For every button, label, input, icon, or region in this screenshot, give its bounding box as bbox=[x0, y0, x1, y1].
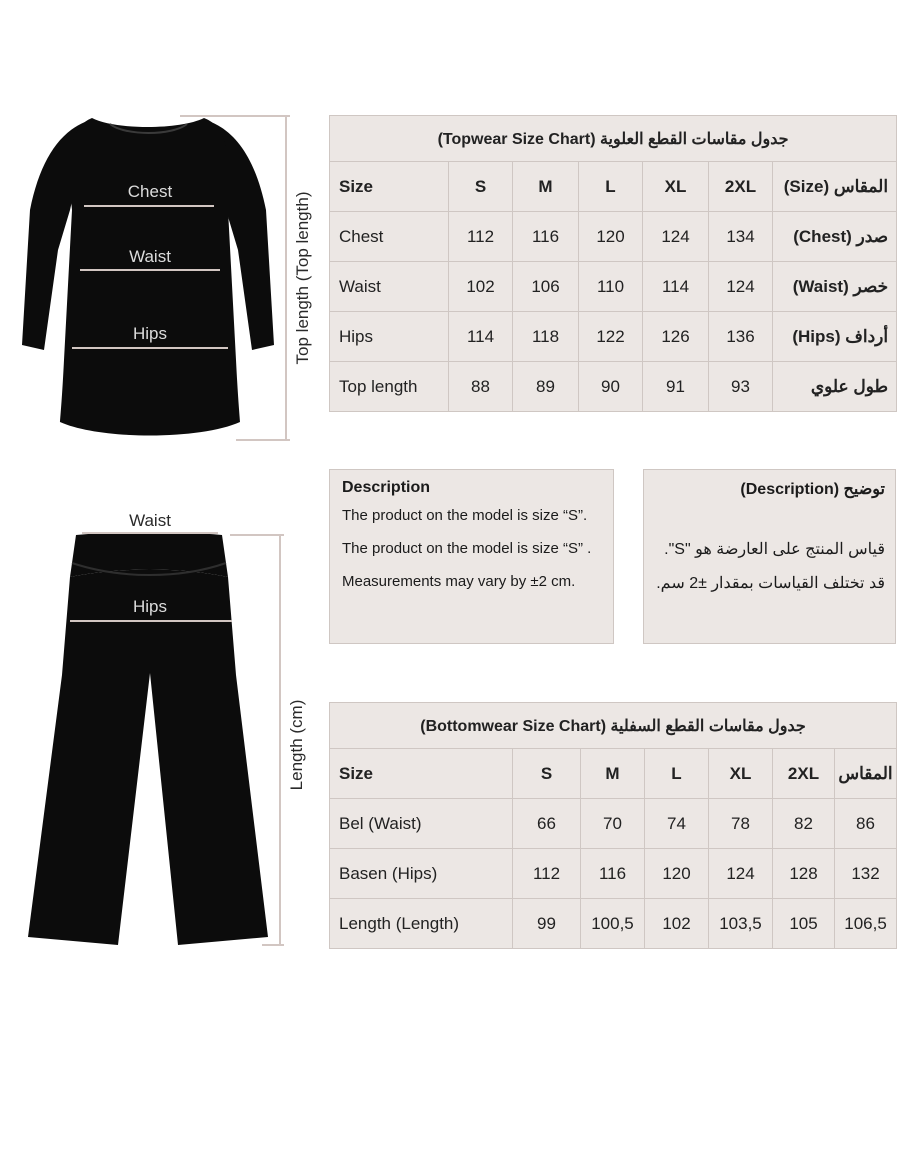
description-line: The product on the model is size “S” . bbox=[342, 540, 592, 557]
description-line: قياس المنتج على العارضة هو "S". bbox=[664, 541, 885, 558]
row-label: Hips bbox=[330, 312, 449, 362]
table-cell: 78 bbox=[709, 799, 773, 849]
table-row bbox=[330, 312, 897, 362]
table-cell: 136 bbox=[709, 312, 773, 362]
description-english bbox=[329, 469, 614, 644]
top-body bbox=[60, 118, 240, 436]
row-label-arabic: صدر (Chest) bbox=[773, 212, 897, 262]
table-cell: 110 bbox=[579, 262, 643, 312]
description-line: The product on the model is size “S”. bbox=[342, 507, 588, 524]
pants-body bbox=[28, 570, 268, 946]
table-cell: 116 bbox=[513, 212, 579, 262]
table-header-row bbox=[330, 749, 897, 799]
table-cell: 106,5 bbox=[835, 899, 897, 949]
table-cell: 88 bbox=[449, 362, 513, 412]
table-cell: 90 bbox=[579, 362, 643, 412]
table-header-row bbox=[330, 162, 897, 212]
header-size-arabic: المقاس (Size) bbox=[773, 162, 897, 212]
bottomwear-illustration bbox=[0, 505, 330, 955]
table-cell: 124 bbox=[709, 262, 773, 312]
table-cell: 116 bbox=[581, 849, 645, 899]
table-cell: 112 bbox=[513, 849, 581, 899]
row-label: Length (Length) bbox=[330, 899, 513, 949]
table-cell: 70 bbox=[581, 799, 645, 849]
waist-label: Waist bbox=[129, 247, 171, 266]
table-cell: 99 bbox=[513, 899, 581, 949]
table-cell: 114 bbox=[643, 262, 709, 312]
description-arabic bbox=[643, 469, 896, 644]
row-label: Waist bbox=[330, 262, 449, 312]
header-size: 2XL bbox=[709, 162, 773, 212]
hips-label: Hips bbox=[132, 324, 168, 343]
table-row bbox=[330, 262, 897, 312]
header-size: XL bbox=[643, 162, 709, 212]
table-cell: 134 bbox=[709, 212, 773, 262]
header-size-arabic: المقاس bbox=[835, 749, 897, 799]
length-label: Length (cm) bbox=[287, 699, 306, 791]
row-label: Top length bbox=[330, 362, 449, 412]
header-size: L bbox=[579, 162, 643, 212]
table-cell: 74 bbox=[645, 799, 709, 849]
row-label-arabic: طول علوي bbox=[773, 362, 897, 412]
bottomwear-chart-title: جدول مقاسات القطع السفلية (Bottomwear Size Chart) bbox=[330, 703, 897, 749]
row-label: Chest bbox=[330, 212, 449, 262]
header-size: L bbox=[645, 749, 709, 799]
table-cell: 105 bbox=[773, 899, 835, 949]
hips-label: Hips bbox=[132, 597, 168, 616]
table-cell: 86 bbox=[835, 799, 897, 849]
topwear-size-chart bbox=[329, 115, 897, 412]
topwear-chart-title: جدول مقاسات القطع العلوية (Topwear Size Chart) bbox=[330, 116, 897, 162]
header-size: S bbox=[513, 749, 581, 799]
top-length-label: Top length (Top length) bbox=[293, 191, 312, 365]
table-row bbox=[330, 849, 897, 899]
header-size-label: Size bbox=[330, 749, 513, 799]
table-cell: 102 bbox=[645, 899, 709, 949]
table-cell: 89 bbox=[513, 362, 579, 412]
header-size: M bbox=[581, 749, 645, 799]
table-cell: 120 bbox=[579, 212, 643, 262]
description-title: توضيح (Description) bbox=[740, 481, 885, 498]
description-title: Description bbox=[342, 479, 431, 496]
table-cell: 82 bbox=[773, 799, 835, 849]
header-size: S bbox=[449, 162, 513, 212]
table-cell: 106 bbox=[513, 262, 579, 312]
header-size: XL bbox=[709, 749, 773, 799]
waist-label: Waist bbox=[129, 511, 171, 530]
table-cell: 126 bbox=[643, 312, 709, 362]
description-line: Measurements may vary by ±2 cm. bbox=[342, 573, 576, 590]
chest-label: Chest bbox=[127, 182, 173, 201]
bottomwear-size-chart bbox=[329, 702, 897, 949]
table-cell: 103,5 bbox=[709, 899, 773, 949]
table-row bbox=[330, 799, 897, 849]
table-cell: 91 bbox=[643, 362, 709, 412]
table-cell: 122 bbox=[579, 312, 643, 362]
table-cell: 120 bbox=[645, 849, 709, 899]
table-cell: 124 bbox=[709, 849, 773, 899]
table-cell: 66 bbox=[513, 799, 581, 849]
row-label-arabic: خصر (Waist) bbox=[773, 262, 897, 312]
table-cell: 102 bbox=[449, 262, 513, 312]
table-row bbox=[330, 899, 897, 949]
table-cell: 114 bbox=[449, 312, 513, 362]
header-size: 2XL bbox=[773, 749, 835, 799]
topwear-illustration bbox=[0, 100, 330, 450]
table-cell: 100,5 bbox=[581, 899, 645, 949]
table-cell: 112 bbox=[449, 212, 513, 262]
row-label: Bel (Waist) bbox=[330, 799, 513, 849]
header-size: M bbox=[513, 162, 579, 212]
header-size-label: Size bbox=[330, 162, 449, 212]
table-cell: 118 bbox=[513, 312, 579, 362]
table-row bbox=[330, 362, 897, 412]
table-cell: 132 bbox=[835, 849, 897, 899]
table-cell: 128 bbox=[773, 849, 835, 899]
row-label-arabic: أرداف (Hips) bbox=[773, 312, 897, 362]
table-cell: 124 bbox=[643, 212, 709, 262]
table-cell: 93 bbox=[709, 362, 773, 412]
row-label: Basen (Hips) bbox=[330, 849, 513, 899]
table-row bbox=[330, 212, 897, 262]
description-line: قد تختلف القياسات بمقدار ±2 سم. bbox=[656, 575, 885, 592]
